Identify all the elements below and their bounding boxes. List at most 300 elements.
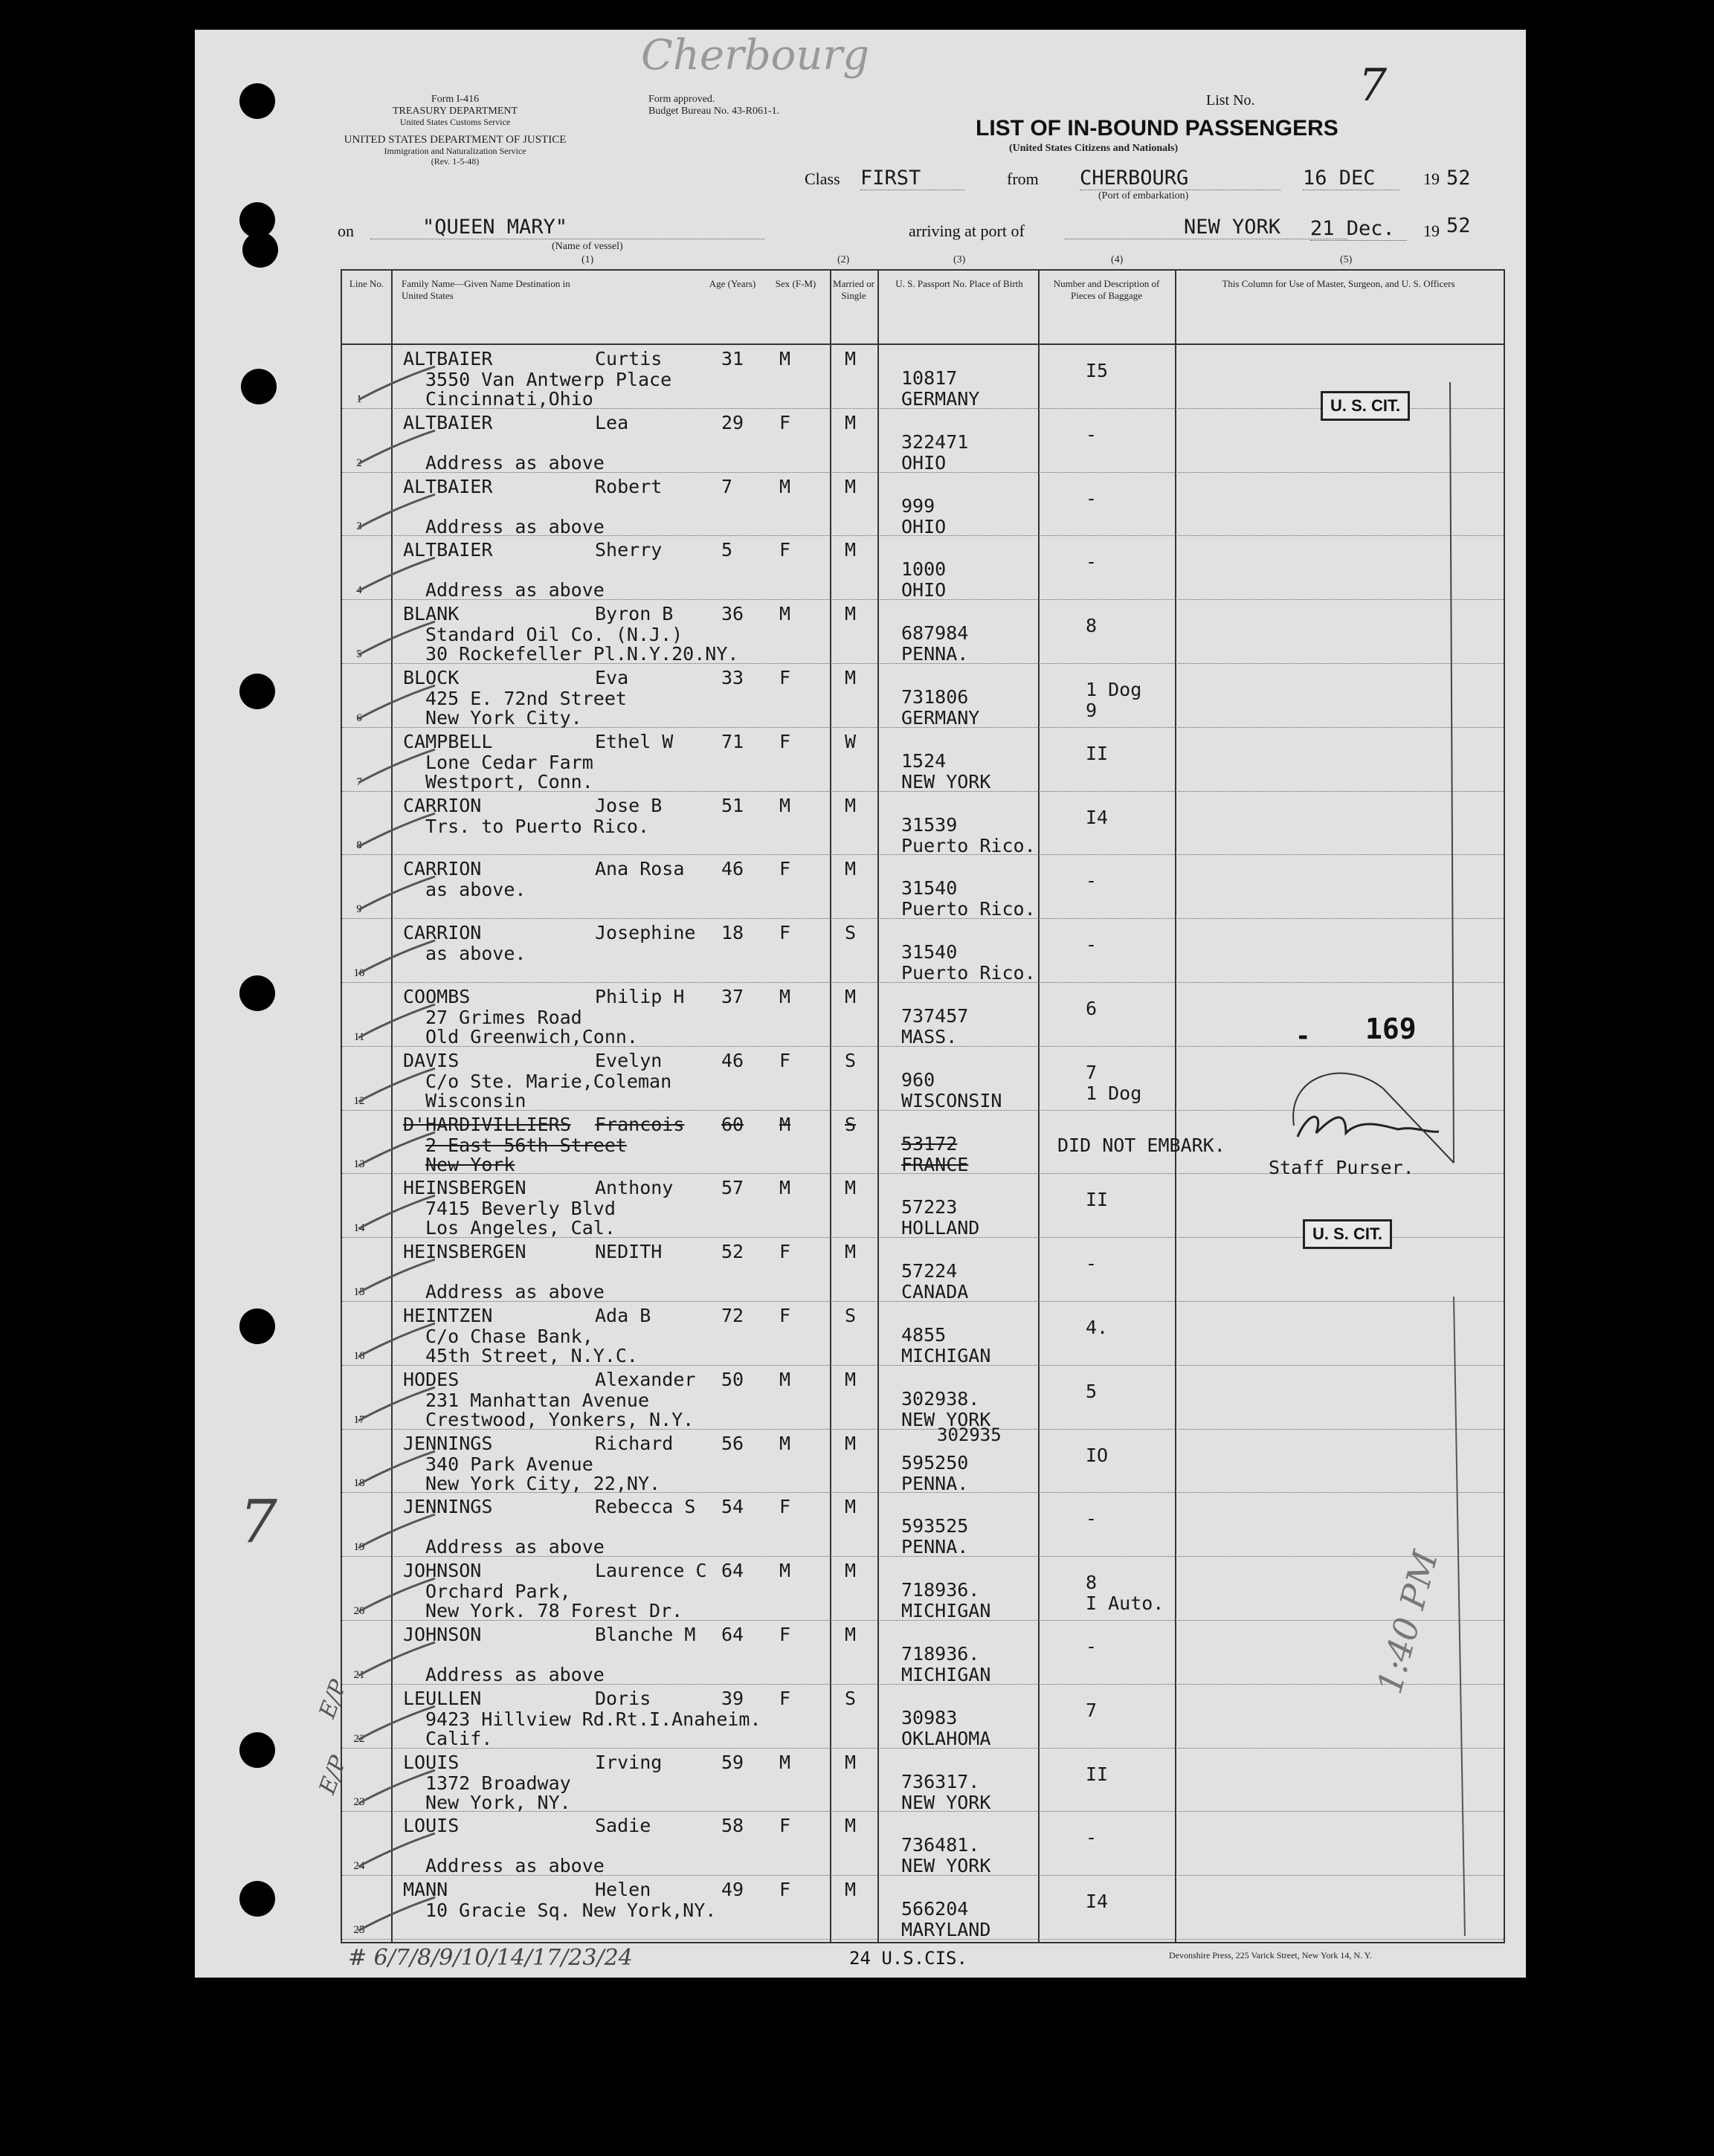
age: 64 — [721, 1560, 744, 1582]
check-mark — [357, 1639, 439, 1683]
marital-status: M — [845, 1241, 857, 1263]
binder-hole — [239, 674, 275, 709]
alt-passport: 302935 — [937, 1424, 1002, 1445]
given-name: Philip H — [595, 986, 685, 1007]
binder-hole — [239, 1732, 275, 1768]
sex: F — [779, 1687, 791, 1709]
sex: M — [779, 794, 791, 816]
place-of-birth: MICHIGAN — [901, 1345, 991, 1366]
baggage: - — [1086, 934, 1098, 956]
line-number: 4 — [356, 584, 362, 597]
marital-status: M — [845, 667, 857, 688]
place-of-birth: OHIO — [901, 451, 947, 474]
marital-status: M — [845, 1496, 857, 1518]
given-name: Rebecca S — [595, 1496, 696, 1518]
age: 49 — [721, 1879, 744, 1901]
arrival-date: 21 Dec. — [1310, 217, 1407, 241]
marital-status: M — [845, 1879, 857, 1901]
passport-number: 4855 — [901, 1324, 947, 1346]
sex: M — [779, 1368, 791, 1390]
check-mark — [357, 1129, 439, 1173]
sex: M — [779, 1113, 791, 1135]
passport-number: 31540 — [901, 877, 958, 900]
sex: F — [779, 411, 791, 433]
baggage: - — [1086, 423, 1098, 445]
age: 71 — [721, 730, 744, 752]
family-name: ALTBAIER — [403, 348, 493, 369]
address-line-2: Address as above — [425, 1536, 605, 1558]
baggage: I5 — [1086, 360, 1109, 381]
place-of-birth: WISCONSIN — [901, 1089, 1002, 1111]
check-mark — [357, 618, 439, 662]
marital-status: M — [845, 1177, 857, 1199]
baggage: - — [1086, 1827, 1098, 1849]
given-name: Sherry — [595, 539, 663, 561]
family-name: JENNINGS — [403, 1496, 493, 1518]
sex: M — [779, 986, 791, 1007]
from-label: from — [1007, 170, 1039, 188]
header-name: Family Name—Given Name Destination in United States — [402, 278, 570, 301]
marital-status: M — [845, 1368, 857, 1390]
list-no-value: 7 — [1359, 59, 1388, 112]
line-number: 8 — [356, 839, 362, 852]
address-line-2: Westport, Conn. — [425, 770, 593, 793]
given-name: Anthony — [595, 1177, 674, 1199]
us-cit-stamp: U. S. CIT. — [1321, 391, 1410, 421]
check-mark — [357, 873, 439, 917]
baggage: 4. — [1086, 1317, 1109, 1338]
given-name: Evelyn — [595, 1049, 663, 1071]
did-not-embark: DID NOT EMBARK. — [1057, 1135, 1225, 1156]
address-line-1: 27 Grimes Road — [425, 1007, 582, 1028]
age: 54 — [721, 1496, 744, 1518]
baggage: II — [1086, 1763, 1109, 1785]
marital-status: M — [845, 1815, 857, 1837]
check-mark — [357, 1702, 439, 1747]
line-number: 2 — [356, 456, 362, 469]
marital-status: M — [845, 348, 857, 369]
age: 52 — [721, 1241, 744, 1263]
family-name: LOUIS — [403, 1815, 460, 1837]
staff-purser: Staff Purser. — [1269, 1157, 1414, 1178]
given-name: Jose B — [595, 794, 663, 816]
header-officers: This Column for Use of Master, Surgeon, and U. S. Officers — [1222, 278, 1455, 289]
check-mark — [357, 554, 439, 598]
family-name: ALTBAIER — [403, 539, 493, 561]
passport-number: 1524 — [901, 749, 947, 772]
footer-tally: # 6/7/8/9/10/14/17/23/24 — [348, 1945, 633, 1971]
sex: F — [779, 922, 791, 944]
given-name: Richard — [595, 1432, 674, 1454]
list-no-label: List No. — [1206, 92, 1255, 109]
baggage: - — [1086, 870, 1098, 892]
passport-number: 960 — [901, 1068, 935, 1091]
sex: F — [779, 1879, 791, 1901]
family-name: D'HARDIVILLIERS — [403, 1113, 571, 1135]
line-number: 12 — [353, 1094, 365, 1107]
place-of-birth: GERMANY — [901, 707, 980, 729]
given-name: Laurence C — [595, 1560, 707, 1582]
line-number: 1 — [356, 393, 362, 405]
pencil-top-note: Cherbourg — [641, 31, 870, 80]
family-name: LOUIS — [403, 1751, 460, 1773]
given-name: Francois — [595, 1113, 685, 1135]
line-number: 20 — [353, 1604, 365, 1617]
passport-number: 302938. — [901, 1387, 980, 1410]
check-mark — [357, 1065, 439, 1109]
manifest-page — [195, 30, 1526, 1978]
address-line-2: Address as above — [425, 1855, 605, 1877]
family-name: ALTBAIER — [403, 475, 493, 497]
sex: F — [779, 539, 791, 561]
address-line-1: as above. — [425, 879, 526, 901]
baggage: II — [1086, 1189, 1109, 1211]
check-mark — [357, 746, 439, 790]
header-baggage: Number and Description of Pieces of Baggage — [1053, 278, 1160, 301]
place-of-birth: NEW YORK — [901, 1408, 991, 1430]
depart-year: 52 — [1446, 167, 1471, 190]
place-of-birth: NEW YORK — [901, 1791, 991, 1813]
baggage: 5 — [1086, 1380, 1098, 1402]
passport-number: 31540 — [901, 941, 958, 964]
baggage: IO — [1086, 1444, 1109, 1466]
margin-seven: 7 — [239, 1487, 277, 1556]
age: 7 — [721, 475, 733, 497]
header-married: Married or Single — [833, 278, 874, 301]
sex: M — [779, 1751, 791, 1773]
baggage: 6 — [1086, 998, 1098, 1019]
baggage: - — [1086, 1508, 1098, 1530]
address-line-1: 425 E. 72nd Street — [425, 688, 627, 709]
family-name: JOHNSON — [403, 1560, 482, 1582]
embark-note: (Port of embarkation) — [1098, 190, 1189, 201]
address-line-1: Lone Cedar Farm — [425, 751, 593, 773]
baggage: I4 — [1086, 806, 1109, 828]
baggage: - — [1086, 1253, 1098, 1275]
given-name: NEDITH — [595, 1241, 663, 1263]
sex: F — [779, 667, 791, 688]
line-number: 18 — [353, 1477, 365, 1490]
baggage: 1 Dog — [1086, 679, 1142, 700]
age: 72 — [721, 1305, 744, 1326]
place-of-birth: Puerto Rico. — [901, 962, 1036, 984]
place-of-birth: PENNA. — [901, 643, 969, 665]
passport-number: 322471 — [901, 430, 969, 453]
passport-number: 687984 — [901, 622, 969, 645]
count-169: 169 — [1365, 1013, 1417, 1045]
address-line-1: 10 Gracie Sq. New York,NY. — [425, 1900, 717, 1922]
family-name: BLANK — [403, 603, 460, 625]
check-mark — [357, 363, 439, 407]
marital-status: S — [845, 1113, 857, 1135]
binder-hole — [239, 1308, 275, 1344]
sex: F — [779, 1815, 791, 1837]
agency-block: UNITED STATES DEPARTMENT OF JUSTICE Immigration and Naturalization Service (Rev. 1-5-48) — [344, 134, 567, 167]
age: 29 — [721, 411, 744, 433]
address-line-1: Orchard Park, — [425, 1581, 571, 1603]
address-line-2: Calif. — [425, 1727, 493, 1749]
marital-status: M — [845, 539, 857, 561]
marital-status: W — [845, 730, 857, 752]
family-name: ALTBAIER — [403, 411, 493, 433]
place-of-birth: Puerto Rico. — [901, 898, 1036, 920]
given-name: Helen — [595, 1879, 651, 1901]
header-line-no: Line No. — [349, 278, 384, 289]
check-mark — [357, 1192, 439, 1236]
baggage-note: 9 — [1086, 700, 1098, 721]
line-number: 10 — [353, 966, 365, 979]
line-number: 22 — [353, 1732, 365, 1745]
passport-number: 999 — [901, 494, 935, 517]
line-number: 6 — [356, 711, 362, 724]
age: 18 — [721, 922, 744, 944]
check-mark — [357, 1511, 439, 1555]
address-line-2: Old Greenwich,Conn. — [425, 1026, 638, 1048]
address-line-2: Crestwood, Yonkers, N.Y. — [425, 1408, 695, 1430]
line-number: 21 — [353, 1668, 365, 1681]
arrival-year: 52 — [1446, 214, 1471, 237]
marital-status: M — [845, 858, 857, 880]
marital-status: M — [845, 1751, 857, 1773]
line-number: 17 — [353, 1413, 365, 1426]
family-name: MANN — [403, 1879, 448, 1901]
age: 33 — [721, 667, 744, 688]
baggage: 8 — [1086, 1572, 1098, 1594]
dash-mark: - — [1295, 1021, 1311, 1051]
age: 37 — [721, 986, 744, 1007]
place-of-birth: OHIO — [901, 579, 947, 601]
check-mark — [357, 1447, 439, 1492]
on-label: on — [338, 222, 354, 240]
marital-status: M — [845, 794, 857, 816]
family-name: BLOCK — [403, 667, 460, 688]
marital-status: M — [845, 475, 857, 497]
col-num-2: (2) — [837, 254, 850, 265]
family-name: HEINTZEN — [403, 1305, 493, 1326]
baggage: 7 — [1086, 1061, 1098, 1083]
address-line-2: New York, NY. — [425, 1791, 571, 1813]
passport-number: 30983 — [901, 1706, 958, 1729]
given-name: Ada B — [595, 1305, 651, 1326]
given-name: Robert — [595, 475, 663, 497]
check-mark — [357, 1001, 439, 1045]
place-of-birth: FRANCE — [901, 1153, 969, 1175]
header-age: Age (Years) — [709, 278, 756, 289]
year-prefix-2: 19 — [1423, 222, 1440, 240]
place-of-birth: GERMANY — [901, 388, 980, 410]
footer-count: 24 U.S.CIS. — [849, 1948, 967, 1969]
line-number: 23 — [353, 1796, 365, 1809]
age: 50 — [721, 1368, 744, 1390]
col-num-5: (5) — [1340, 254, 1353, 265]
check-mark — [357, 810, 439, 854]
line-number: 24 — [353, 1860, 365, 1873]
family-name: JOHNSON — [403, 1624, 482, 1645]
binder-hole — [241, 369, 277, 404]
marital-status: M — [845, 1560, 857, 1582]
family-name: HODES — [403, 1368, 460, 1390]
line-number: 25 — [353, 1923, 365, 1936]
address-line-2: Address as above — [425, 515, 605, 538]
line-number: 19 — [353, 1541, 365, 1554]
binder-hole — [242, 232, 278, 268]
address-line-1: Standard Oil Co. (N.J.) — [425, 624, 683, 646]
arrival-port: NEW YORK — [1065, 216, 1347, 239]
family-name: LEULLEN — [403, 1687, 482, 1709]
passport-number: 57224 — [901, 1260, 958, 1282]
family-name: CARRION — [403, 922, 482, 944]
year-prefix: 19 — [1423, 170, 1440, 188]
line-number: 16 — [353, 1349, 365, 1362]
age: 56 — [721, 1432, 744, 1454]
sex: M — [779, 348, 791, 369]
given-name: Blanche M — [595, 1624, 696, 1645]
place-of-birth: Puerto Rico. — [901, 834, 1036, 856]
passport-number: 718936. — [901, 1643, 980, 1665]
sex: M — [779, 1177, 791, 1199]
marital-status: M — [845, 411, 857, 433]
age: 31 — [721, 348, 744, 369]
family-name: HEINSBERGEN — [403, 1177, 526, 1199]
check-mark — [357, 1766, 439, 1811]
check-mark — [357, 682, 439, 726]
given-name: Doris — [595, 1687, 651, 1709]
family-name: HEINSBERGEN — [403, 1241, 526, 1263]
sex: F — [779, 1496, 791, 1518]
passport-number: 1000 — [901, 558, 947, 581]
passport-number: 566204 — [901, 1898, 969, 1920]
margin-ep-2: E/P — [314, 1752, 352, 1798]
marital-status: M — [845, 603, 857, 625]
age: 60 — [721, 1113, 744, 1135]
baggage: I4 — [1086, 1891, 1109, 1913]
check-mark — [357, 1320, 439, 1364]
passport-number: 53172 — [901, 1132, 958, 1155]
place-of-birth: NEW YORK — [901, 1855, 991, 1877]
passport-number: 31539 — [901, 813, 958, 836]
given-name: Curtis — [595, 348, 663, 369]
col-num-3: (3) — [953, 254, 966, 265]
address-line-2: Wisconsin — [425, 1089, 526, 1111]
passport-number: 736481. — [901, 1834, 980, 1856]
marital-status: M — [845, 1432, 857, 1454]
age: 36 — [721, 603, 744, 625]
baggage-note: 1 Dog — [1086, 1082, 1142, 1104]
address-line-2: New York. 78 Forest Dr. — [425, 1600, 683, 1622]
given-name: Josephine — [595, 922, 696, 944]
address-line-2: Address as above — [425, 1664, 605, 1685]
row-divider — [342, 1939, 1504, 1940]
family-name: COOMBS — [403, 986, 471, 1007]
given-name: Ethel W — [595, 730, 674, 752]
address-line-2: New York City, 22,NY. — [425, 1472, 661, 1494]
sex: F — [779, 1049, 791, 1071]
class-value: FIRST — [860, 167, 964, 190]
address-line-1: 3550 Van Antwerp Place — [425, 369, 672, 390]
sex: F — [779, 858, 791, 880]
place-of-birth: CANADA — [901, 1281, 969, 1303]
age: 46 — [721, 1049, 744, 1071]
address-line-2: Address as above — [425, 579, 605, 601]
place-of-birth: MICHIGAN — [901, 1664, 991, 1685]
marital-status: S — [845, 1305, 857, 1326]
given-name: Lea — [595, 411, 629, 433]
marital-status: S — [845, 922, 857, 944]
place-of-birth: MICHIGAN — [901, 1600, 991, 1622]
place-of-birth: PENNA. — [901, 1536, 969, 1558]
printer-note: Devonshire Press, 225 Varick Street, New York 14, N. Y. — [1169, 1950, 1372, 1960]
address-line-2: New York City. — [425, 707, 582, 729]
sex: F — [779, 1624, 791, 1645]
check-mark — [357, 1256, 439, 1300]
address-line-1: C/o Ste. Marie,Coleman — [425, 1070, 672, 1092]
approval-note: Form approved. Budget Bureau No. 43-R061-1. — [648, 94, 780, 117]
baggage: - — [1086, 1636, 1098, 1657]
family-name: DAVIS — [403, 1049, 460, 1071]
from-value: CHERBOURG — [1080, 167, 1280, 190]
marital-status: S — [845, 1687, 857, 1709]
pen-strokes — [1197, 360, 1495, 1936]
baggage-note: I Auto. — [1086, 1592, 1164, 1615]
passport-number: 57223 — [901, 1196, 958, 1219]
col-num-4: (4) — [1111, 254, 1124, 265]
sex: F — [779, 1305, 791, 1326]
age: 46 — [721, 858, 744, 880]
age: 64 — [721, 1624, 744, 1645]
baggage: 8 — [1086, 615, 1098, 637]
sex: F — [779, 730, 791, 752]
age: 39 — [721, 1687, 744, 1709]
margin-ep-1: E/P — [314, 1676, 352, 1723]
age: 5 — [721, 539, 733, 561]
binder-hole — [239, 1881, 275, 1917]
sex: M — [779, 475, 791, 497]
address-line-2: New York — [425, 1153, 515, 1175]
place-of-birth: HOLLAND — [901, 1217, 980, 1239]
passport-number: 10817 — [901, 367, 958, 389]
given-name: Irving — [595, 1751, 663, 1773]
passport-number: 736317. — [901, 1770, 980, 1792]
address-line-1: 2 East 56th Street — [425, 1134, 627, 1156]
check-mark — [357, 1575, 439, 1619]
address-line-1: 9423 Hillview Rd.Rt.I.Anaheim. — [425, 1708, 761, 1730]
age: 51 — [721, 794, 744, 816]
address-line-1: 231 Manhattan Avenue — [425, 1389, 650, 1411]
depart-date: 16 DEC — [1303, 167, 1399, 190]
address-line-2: Cincinnati,Ohio — [425, 388, 593, 410]
header-passport: U. S. Passport No. Place of Birth — [895, 278, 1023, 289]
document-subtitle: (United States Citizens and Nationals) — [1009, 143, 1179, 154]
line-number: 5 — [356, 648, 362, 660]
baggage: - — [1086, 487, 1098, 509]
vessel-name: "QUEEN MARY" — [370, 216, 764, 239]
check-mark — [357, 1830, 439, 1874]
line-number: 3 — [356, 520, 362, 533]
passport-number: 718936. — [901, 1579, 980, 1601]
address-line-2: Address as above — [425, 451, 605, 474]
age: 58 — [721, 1815, 744, 1837]
address-line-1: 1372 Broadway — [425, 1772, 571, 1794]
place-of-birth: MARYLAND — [901, 1919, 991, 1941]
age: 57 — [721, 1177, 744, 1199]
form-number: Form I-416 TREASURY DEPARTMENT United States Customs Service — [392, 94, 518, 128]
line-number: 14 — [353, 1222, 365, 1235]
vessel-note: (Name of vessel) — [552, 241, 623, 252]
line-number: 7 — [356, 775, 362, 788]
address-line-2: Address as above — [425, 1281, 605, 1303]
check-mark — [357, 1384, 439, 1428]
line-number: 9 — [356, 903, 362, 916]
